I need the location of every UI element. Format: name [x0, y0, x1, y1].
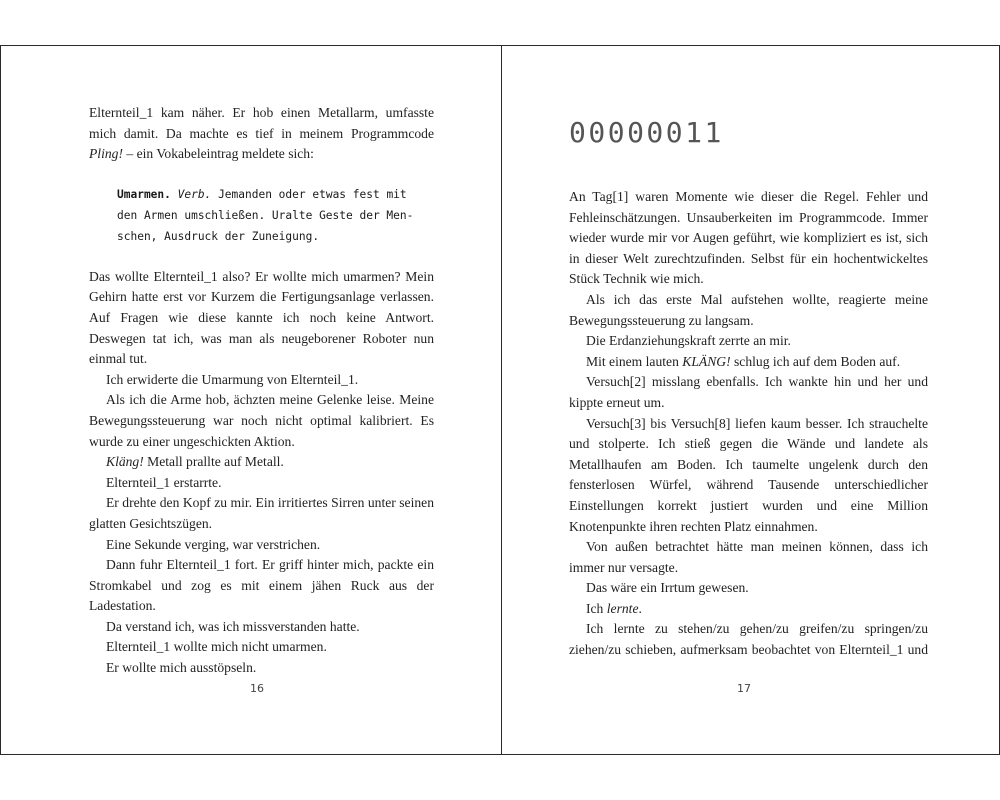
paragraph: Dann fuhr Elternteil_1 fort. Er griff hinter mich, packte ein Stromkabel und zog es mit einem jähen Ruck aus der Ladestation. — [89, 557, 434, 614]
left-page — [1, 46, 501, 754]
paragraph: Als ich das erste Mal aufstehen wollte, reagierte meine Bewegungssteuerung zu langsam. — [569, 291, 928, 328]
dictionary-entry: Umarmen. Verb. Jemanden oder etwas fest mit den Armen umschließen. Uralte Geste der Men- schen, Ausdruck der Zuneigung. — [117, 187, 414, 243]
dict-term: Umarmen. — [117, 187, 171, 201]
paragraph: An Tag[1] waren Momente wie dieser die Regel. Fehler und Fehleinschätzungen. Unsauberkeiten im Programmcode. Immer wieder wurde mir vor Augen geführt, wie kompliziert es ist, sich in dieser Welt zurechtzufinden. Selbst für ein hochentwickeltes Stück Technik wie mich. — [569, 189, 928, 287]
paragraph: Ich lernte zu stehen/zu gehen/zu greifen/zu springen/zu ziehen/zu schieben, aufmerksam beobachtet von Elternteil_1 und — [569, 621, 928, 658]
paragraph: Elternteil_1 kam näher. Er hob einen Metallarm, umfasste mich damit. Da machte es tief in meinem Programmcode Pling! – ein Vokabeleintrag meldete sich: — [89, 105, 434, 162]
paragraph: Versuch[2] misslang ebenfalls. Ich wankte hin und her und kippte erneut um. — [569, 374, 928, 410]
paragraph: Kläng! Metall prallte auf Metall. — [106, 454, 284, 470]
chapter-title: 00000011 — [569, 116, 724, 149]
paragraph: Mit einem lauten KLÄNG! schlug ich auf dem Boden auf. — [586, 353, 901, 369]
sound-word: Kläng! — [106, 454, 144, 470]
paragraph: Die Erdanziehungskraft zerrte an mir. — [586, 333, 791, 349]
paragraph: Eine Sekunde verging, war verstrichen. — [106, 536, 321, 552]
paragraph: Da verstand ich, was ich missverstanden hatte. — [106, 618, 360, 634]
paragraph: Ich lernte. — [586, 600, 642, 616]
page-number: 17 — [737, 682, 751, 695]
page-number: 16 — [250, 682, 264, 695]
paragraph: Das wollte Elternteil_1 also? Er wollte mich umarmen? Mein Gehirn hatte erst vor Kurzem die Fertigungsanlage verlassen. Auf Fragen wie diese kannte ich noch keine Antwort. Deswegen tat ich, was man als neugeborener Roboter nun einmal tut. — [89, 268, 434, 367]
paragraph: Er drehte den Kopf zu mir. Ein irritiertes Sirren unter seinen glatten Gesichtszügen. — [89, 495, 434, 531]
paragraph: Das wäre ein Irrtum gewesen. — [586, 580, 749, 596]
right-page-text — [569, 187, 928, 661]
paragraph: Er wollte mich ausstöpseln. — [106, 660, 257, 676]
paragraph: Ich erwiderte die Umarmung von Elternteil_1. — [106, 371, 359, 387]
book-spread — [0, 45, 1000, 755]
paragraph: Als ich die Arme hob, ächzten meine Gelenke leise. Meine Bewegungssteuerung war noch nicht optimal kalibriert. Es wurde zu einer ungeschickten Aktion. — [89, 392, 434, 449]
left-page-text — [89, 103, 434, 679]
paragraph: Elternteil_1 erstarrte. — [106, 474, 222, 490]
sound-word: KLÄNG! — [682, 353, 731, 369]
paragraph: Elternteil_1 wollte mich nicht umarmen. — [106, 639, 327, 655]
sound-word: Pling! — [89, 146, 123, 162]
paragraph: Von außen betrachtet hätte man meinen können, dass ich immer nur versagte. — [569, 539, 928, 575]
right-page — [502, 46, 999, 754]
dict-pos: Verb. — [177, 187, 212, 201]
emphasis: lernte — [606, 600, 639, 616]
paragraph: Versuch[3] bis Versuch[8] liefen kaum besser. Ich strauchelte und stolperte. Ich stieß gegen die Wände und landete als Metallhaufen am Boden. Ich taumelte ungelenk durch den fensterlosen Würfel, während Tausende unterschiedlicher Einstellungen korrekt justiert wurden und eine Million Knotenpunkte ihren rechten Platz einnahmen. — [569, 415, 928, 534]
